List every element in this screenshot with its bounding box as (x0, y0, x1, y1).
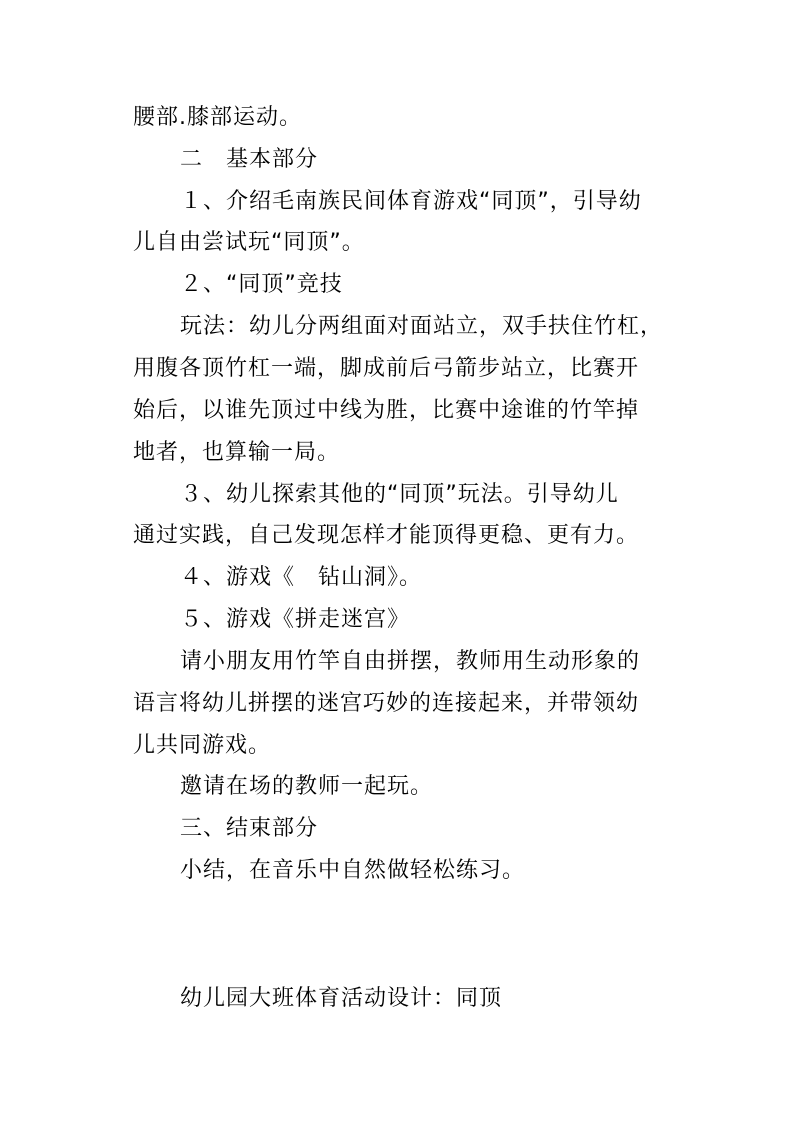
text-line: １、介绍毛南族民间体育游戏“同顶”，引导幼 (180, 189, 642, 214)
text-line: 始后，以谁先顶过中线为胜，比赛中途谁的竹竿掉 (133, 398, 640, 423)
text-line: ３、幼儿探索其他的“同顶”玩法。引导幼儿 (180, 482, 619, 507)
text-line: ４、游戏《 钻山洞》。 (180, 565, 423, 590)
text-line: ２、“同顶”竞技 (180, 272, 343, 297)
section-heading: 二 基本部分 (180, 147, 319, 172)
text-line: 通过实践，自己发现怎样才能顶得更稳、更有力。 (133, 523, 640, 548)
text-line: 小结，在音乐中自然做轻松练习。 (180, 858, 526, 883)
text-line: 儿自由尝试玩“同顶”。 (133, 230, 365, 255)
text-line: 请小朋友用竹竿自由拼摆，教师用生动形象的 (180, 649, 641, 674)
text-line: 用腹各顶竹杠一端，脚成前后弓箭步站立，比赛开 (133, 356, 640, 381)
text-line: 儿共同游戏。 (133, 733, 272, 758)
text-line: 地者，也算输一局。 (133, 440, 341, 465)
section-heading: 三、结束部分 (180, 816, 319, 841)
text-line: 腰部.膝部运动。 (133, 105, 302, 130)
text-line: 邀请在场的教师一起玩。 (180, 774, 434, 799)
document-title: 幼儿园大班体育活动设计：同顶 (180, 986, 503, 1011)
text-line: 语言将幼儿拼摆的迷宫巧妙的连接起来，并带领幼 (133, 691, 640, 716)
text-line: 玩法：幼儿分两组面对面站立，双手扶住竹杠， (180, 314, 664, 339)
text-line: ５、游戏《拼走迷宫》 (180, 607, 411, 632)
